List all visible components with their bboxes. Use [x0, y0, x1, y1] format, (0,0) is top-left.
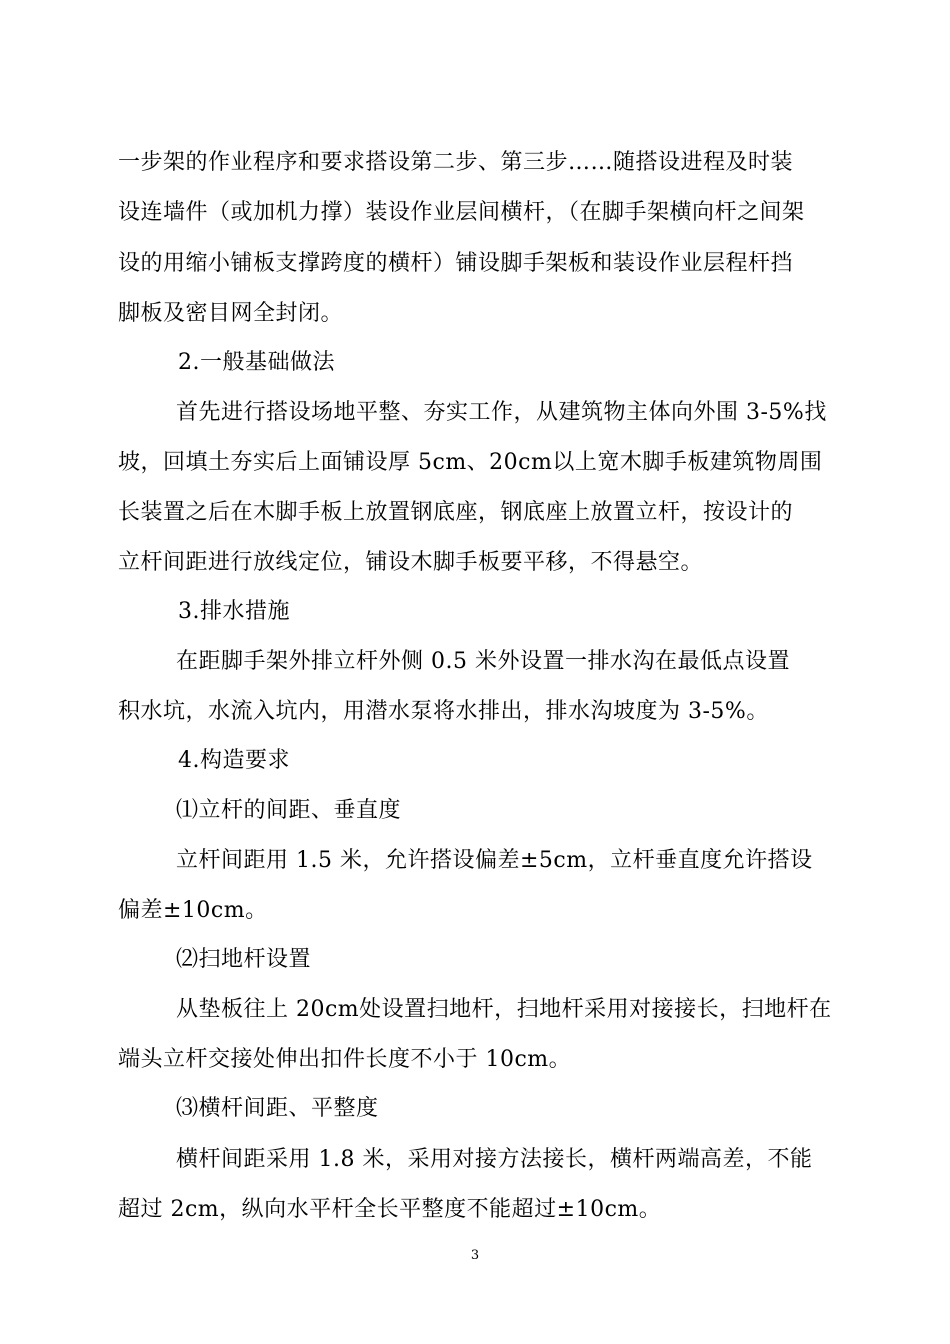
subsection-heading: ⑴立杆的间距、垂直度 [176, 798, 402, 823]
paragraph-line: 在距脚手架外排立杆外侧 0.5 米外设置一排水沟在最低点设置 [176, 649, 790, 674]
paragraph-line: 设的用缩小铺板支撑跨度的横杆）铺设脚手架板和装设作业层程杆挡 [118, 251, 794, 276]
paragraph-line: 一步架的作业程序和要求搭设第二步、第三步……随搭设进程及时装 [118, 150, 794, 175]
paragraph-line: 偏差±10cm。 [118, 898, 268, 923]
paragraph-line: 超过 2cm，纵向水平杆全长平整度不能超过±10cm。 [118, 1197, 662, 1222]
section-heading: 2.一般基础做法 [178, 350, 335, 375]
section-heading: 3.排水措施 [178, 599, 290, 624]
subsection-heading: ⑵扫地杆设置 [176, 947, 312, 972]
paragraph-line: 立杆间距用 1.5 米，允许搭设偏差±5cm，立杆垂直度允许搭设 [176, 848, 813, 873]
paragraph-line: 积水坑，水流入坑内，用潜水泵将水排出，排水沟坡度为 3-5%。 [118, 699, 769, 724]
page-number: 3 [470, 1248, 480, 1263]
paragraph-line: 端头立杆交接处伸出扣件长度不小于 10cm。 [118, 1047, 572, 1072]
paragraph-line: 设连墙件（或加机力撑）装设作业层间横杆，（在脚手架横向杆之间架 [118, 200, 805, 225]
paragraph-line: 首先进行搭设场地平整、夯实工作，从建筑物主体向外围 3-5%找 [176, 400, 827, 425]
subsection-heading: ⑶横杆间距、平整度 [176, 1096, 379, 1121]
paragraph-line: 坡，回填土夯实后上面铺设厚 5cm、20cm以上宽木脚手板建筑物周围 [118, 450, 823, 475]
paragraph-line: 从垫板往上 20cm处设置扫地杆，扫地杆采用对接接长，扫地杆在 [176, 997, 832, 1022]
paragraph-line: 长装置之后在木脚手板上放置钢底座，钢底座上放置立杆，按设计的 [118, 500, 794, 525]
section-heading: 4.构造要求 [178, 748, 290, 773]
paragraph-line: 脚板及密目网全封闭。 [118, 301, 344, 326]
paragraph-line: 横杆间距采用 1.8 米，采用对接方法接长，横杆两端高差，不能 [176, 1147, 813, 1172]
paragraph-line: 立杆间距进行放线定位，铺设木脚手板要平移，不得悬空。 [118, 550, 704, 575]
